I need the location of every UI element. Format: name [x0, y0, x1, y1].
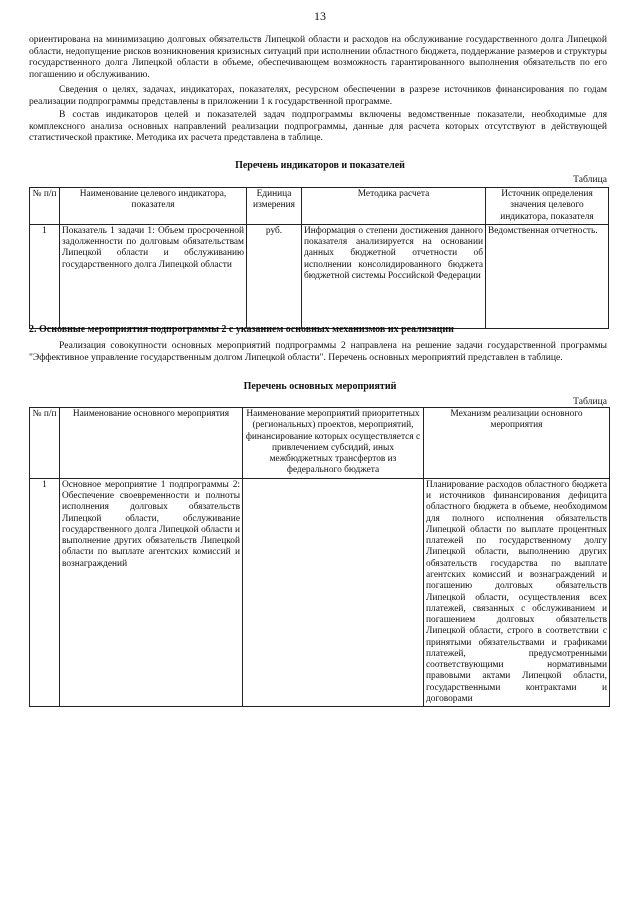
indicators-col-source: Источник определения значения целевого индикатора, показателя [486, 188, 609, 225]
table-row [30, 478, 610, 707]
indicators-table [29, 187, 609, 329]
measures-heading: Перечень основных мероприятий [243, 381, 397, 392]
indicators-col-method: Методика расчета [302, 188, 486, 225]
table-row [30, 224, 609, 328]
intro-paragraph-3: В состав индикаторов целей и показателей задач подпрограммы включены ведомственные показатели, необходимые для комплексного анализа основных направлений реализации подпрограммы, данные для расчета которых отсутствуют в действующей статистической практике. Методика их расчета представлена в таблице. [29, 109, 607, 144]
indicators-col-name: Наименование целевого индикатора, показателя [60, 188, 247, 225]
measures-col-mechanism: Механизм реализации основного мероприятия [424, 408, 610, 479]
measures-header-row [30, 408, 610, 479]
intro-paragraph-2: Сведения о целях, задачах, индикаторах, показателях, ресурсном обеспечении в разрезе источников финансирования по годам реализации подпрограммы представлены в приложении 1 к государственной программе. [29, 84, 607, 107]
measure-mechanism: Планирование расходов областного бюджета и источников финансирования дефицита областного бюджета в объеме, необходимом для полного исполнения обязательств Липецкой области по выплате процентных платежей по государственному долгу Липецкой области, выполнению других обязательств государства по выплате агентских комиссий и вознаграждений и погашению долговых обязательств Липецкой области, осуществления всех платежей, связанных с обслуживанием и погашением долговых обязательств Липецкой области, строго в соответствии с принятыми обязательствами и графиками платежей, предусмотренными соответствующими нормативными правовыми актами Липецкой области, государственными контрактами и договорами [424, 478, 610, 707]
indicator-num: 1 [30, 224, 60, 328]
indicator-unit: руб. [247, 224, 302, 328]
indicators-col-unit: Единица измерения [247, 188, 302, 225]
indicators-heading: Перечень индикаторов и показателей [235, 160, 405, 171]
measures-table [29, 407, 610, 707]
section-2-paragraph: Реализация совокупности основных мероприятий подпрограммы 2 направлена на решение задачи государственной программы "Эффективное управление государственным долгом Липецкой области". Перечень основных мероприятий представлен в таблице. [29, 340, 607, 363]
intro-paragraph-1: ориентирована на минимизацию долговых обязательств Липецкой области и расходов на обслуживание государственного долга Липецкой области, недопущение рисков возникновения кризисных ситуаций при исполнении областного бюджета, поддержание размеров и структуры государственного долга Липецкой области в объеме, обеспечивающем возможность гарантированного выполнения обязательств по его погашению и обслуживанию. [29, 34, 607, 81]
indicator-source: Ведомственная отчетность. [486, 224, 609, 328]
page-number: 13 [314, 9, 326, 23]
measures-col-name: Наименование основного мероприятия [60, 408, 243, 479]
measure-name: Основное мероприятие 1 подпрограммы 2: Обеспечение своевременности и полноты исполнения долговых обязательств Липецкой области, обслуживание государственного долга Липецкой области и выполнение других обязательств Липецкой области по выплате агентских комиссий и вознаграждений [60, 478, 243, 707]
section-2-title: 2. Основные мероприятия подпрограммы 2 с указанием основных механизмов их реализации [29, 324, 454, 335]
indicators-header-row [30, 188, 609, 225]
measure-num: 1 [30, 478, 60, 707]
indicator-name: Показатель 1 задачи 1: Объем просроченной задолженности по долговым обязательствам Липецкой области и обслуживанию государственного долга Липецкой области [60, 224, 247, 328]
indicator-method: Информация о степени достижения данного показателя анализируется на основании данных бюджетной отчетности об исполнении консолидированного бюджета бюджетной системы Российской Федерации [302, 224, 486, 328]
measure-projects [243, 478, 424, 707]
indicators-table-label: Таблица [573, 174, 607, 185]
indicators-col-num: № п/п [30, 188, 60, 225]
measures-col-projects: Наименование мероприятий приоритетных (региональных) проектов, мероприятий, финансирование которых осуществляется с привлечением субсидий, иных межбюджетных трансфертов из федерального бюджета [243, 408, 424, 479]
measures-col-num: № п/п [30, 408, 60, 479]
measures-table-label: Таблица [573, 396, 607, 407]
